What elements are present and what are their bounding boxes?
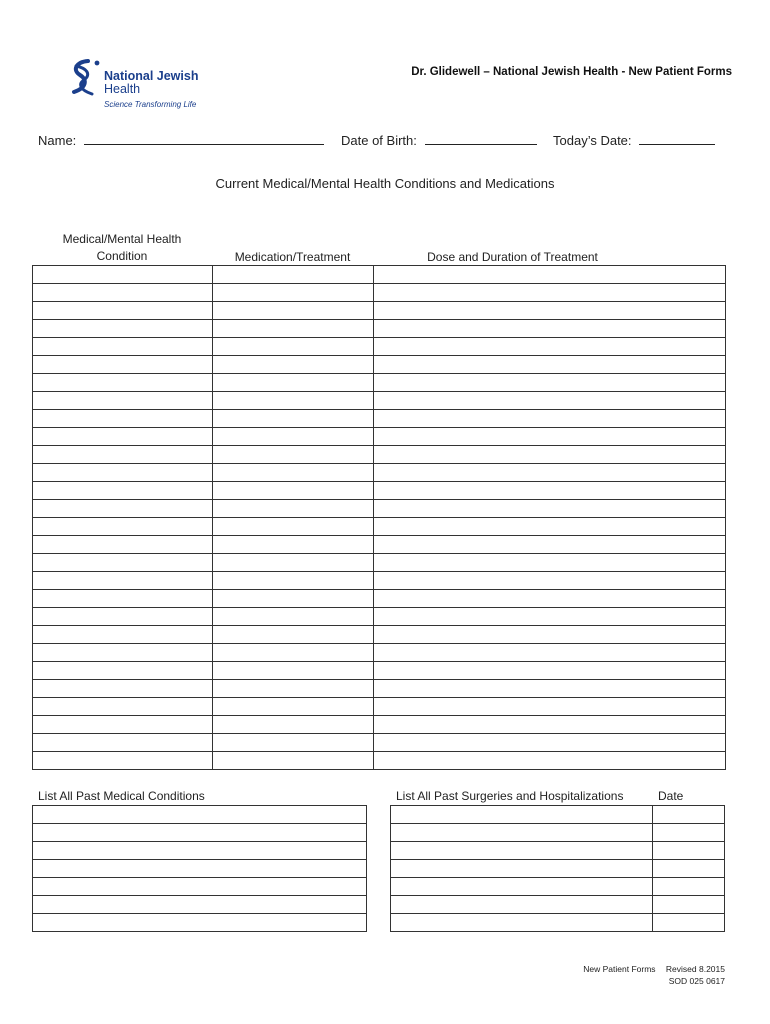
- past-surgery-row: [391, 914, 725, 932]
- medication-cell[interactable]: [33, 338, 213, 356]
- medication-cell[interactable]: [33, 680, 213, 698]
- medication-cell[interactable]: [33, 284, 213, 302]
- medication-cell[interactable]: [374, 680, 726, 698]
- medication-cell[interactable]: [33, 266, 213, 284]
- medication-row: [33, 500, 726, 518]
- past-surgery-row: [391, 806, 725, 824]
- medication-cell[interactable]: [374, 608, 726, 626]
- medication-cell[interactable]: [33, 716, 213, 734]
- medication-cell[interactable]: [33, 518, 213, 536]
- medication-row: [33, 446, 726, 464]
- medication-cell[interactable]: [213, 302, 374, 320]
- medication-cell[interactable]: [374, 446, 726, 464]
- medication-cell[interactable]: [213, 392, 374, 410]
- col-condition-header-line1: Medical/Mental Health: [62, 232, 182, 246]
- medication-cell[interactable]: [33, 356, 213, 374]
- medication-cell[interactable]: [213, 482, 374, 500]
- medication-cell[interactable]: [374, 752, 726, 770]
- medication-row: [33, 374, 726, 392]
- past-surgery-cell[interactable]: [653, 896, 725, 914]
- medication-cell[interactable]: [374, 392, 726, 410]
- past-surgery-cell[interactable]: [653, 806, 725, 824]
- medication-cell[interactable]: [33, 608, 213, 626]
- medication-cell[interactable]: [33, 392, 213, 410]
- medication-row: [33, 464, 726, 482]
- medication-cell[interactable]: [374, 518, 726, 536]
- medication-cell[interactable]: [213, 608, 374, 626]
- medication-cell[interactable]: [33, 626, 213, 644]
- medication-cell[interactable]: [213, 590, 374, 608]
- medication-cell[interactable]: [33, 464, 213, 482]
- past-condition-row: [33, 896, 367, 914]
- medication-cell[interactable]: [374, 554, 726, 572]
- medication-cell[interactable]: [374, 716, 726, 734]
- medication-cell[interactable]: [213, 320, 374, 338]
- medication-cell[interactable]: [213, 626, 374, 644]
- medication-cell[interactable]: [33, 662, 213, 680]
- medication-row: [33, 644, 726, 662]
- footer: [583, 964, 725, 986]
- medication-cell[interactable]: [213, 356, 374, 374]
- medication-cell[interactable]: [374, 284, 726, 302]
- logo: [66, 58, 226, 114]
- logo-tagline: Science Transforming Life: [104, 100, 197, 109]
- medication-row: [33, 716, 726, 734]
- medication-cell[interactable]: [213, 518, 374, 536]
- past-surgery-cell[interactable]: [391, 806, 653, 824]
- past-condition-row: [33, 914, 367, 932]
- surgery-date-label: Date: [658, 789, 684, 803]
- medication-cell[interactable]: [33, 320, 213, 338]
- medication-cell[interactable]: [374, 500, 726, 518]
- past-condition-cell[interactable]: [33, 896, 367, 914]
- medication-cell[interactable]: [213, 662, 374, 680]
- past-surgery-cell[interactable]: [391, 860, 653, 878]
- past-conditions-label: List All Past Medical Conditions: [38, 789, 205, 803]
- medication-row: [33, 284, 726, 302]
- medication-cell[interactable]: [213, 266, 374, 284]
- medication-row: [33, 554, 726, 572]
- footer-code: SOD 025 0617: [668, 976, 725, 986]
- medication-row: [33, 392, 726, 410]
- medication-cell[interactable]: [33, 536, 213, 554]
- medication-cell[interactable]: [374, 464, 726, 482]
- today-label: Today’s Date:: [553, 133, 632, 148]
- medication-row: [33, 662, 726, 680]
- past-surgery-cell[interactable]: [653, 914, 725, 932]
- past-surgery-row: [391, 896, 725, 914]
- medication-cell[interactable]: [374, 536, 726, 554]
- past-surgery-cell[interactable]: [653, 860, 725, 878]
- medication-cell[interactable]: [33, 302, 213, 320]
- medication-table: [32, 265, 726, 770]
- medication-row: [33, 608, 726, 626]
- past-surgery-cell[interactable]: [391, 896, 653, 914]
- medication-row: [33, 518, 726, 536]
- medication-cell[interactable]: [374, 590, 726, 608]
- medication-cell[interactable]: [374, 734, 726, 752]
- medication-cell[interactable]: [213, 446, 374, 464]
- dob-label: Date of Birth:: [341, 133, 417, 148]
- medication-cell[interactable]: [213, 554, 374, 572]
- past-condition-row: [33, 878, 367, 896]
- medication-row: [33, 590, 726, 608]
- past-condition-cell[interactable]: [33, 878, 367, 896]
- medication-cell[interactable]: [213, 734, 374, 752]
- past-surgery-cell[interactable]: [653, 842, 725, 860]
- medication-row: [33, 572, 726, 590]
- medication-cell[interactable]: [213, 284, 374, 302]
- name-label: Name:: [38, 133, 77, 148]
- medication-cell[interactable]: [33, 500, 213, 518]
- medication-row: [33, 752, 726, 770]
- medication-cell[interactable]: [213, 698, 374, 716]
- past-surgery-row: [391, 824, 725, 842]
- past-condition-row: [33, 842, 367, 860]
- medication-row: [33, 338, 726, 356]
- past-condition-cell[interactable]: [33, 806, 367, 824]
- medication-row: [33, 266, 726, 284]
- medication-cell[interactable]: [33, 590, 213, 608]
- past-surgery-cell[interactable]: [391, 914, 653, 932]
- medication-cell[interactable]: [374, 698, 726, 716]
- medication-cell[interactable]: [33, 428, 213, 446]
- medication-cell[interactable]: [213, 338, 374, 356]
- medication-row: [33, 320, 726, 338]
- medication-cell[interactable]: [374, 266, 726, 284]
- past-surgeries-table: [390, 805, 725, 932]
- past-condition-row: [33, 860, 367, 878]
- medication-cell[interactable]: [374, 410, 726, 428]
- medication-cell[interactable]: [374, 482, 726, 500]
- logo-helix-icon: [66, 58, 102, 98]
- past-condition-row: [33, 824, 367, 842]
- medication-row: [33, 302, 726, 320]
- medication-row: [33, 410, 726, 428]
- medication-cell[interactable]: [33, 374, 213, 392]
- medication-row: [33, 356, 726, 374]
- past-surgery-cell[interactable]: [391, 824, 653, 842]
- past-surgery-cell[interactable]: [653, 878, 725, 896]
- medication-row: [33, 626, 726, 644]
- col-condition-header: [32, 231, 212, 265]
- name-field: [38, 132, 324, 148]
- past-condition-cell[interactable]: [33, 914, 367, 932]
- medication-cell[interactable]: [374, 302, 726, 320]
- medication-row: [33, 428, 726, 446]
- past-surgeries-label: List All Past Surgeries and Hospitalizations: [396, 789, 624, 803]
- past-conditions-table: [32, 805, 367, 932]
- dob-input-line[interactable]: [425, 132, 537, 145]
- section-title: Current Medical/Mental Health Conditions and Medications: [215, 176, 555, 191]
- past-surgery-row: [391, 842, 725, 860]
- medication-cell[interactable]: [33, 572, 213, 590]
- past-condition-cell[interactable]: [33, 824, 367, 842]
- medication-cell[interactable]: [213, 572, 374, 590]
- medication-cell[interactable]: [213, 410, 374, 428]
- medication-cell[interactable]: [33, 752, 213, 770]
- past-surgery-row: [391, 878, 725, 896]
- medication-cell[interactable]: [33, 482, 213, 500]
- medication-cell[interactable]: [374, 356, 726, 374]
- medication-cell[interactable]: [374, 338, 726, 356]
- dob-field: [341, 132, 537, 148]
- past-condition-row: [33, 806, 367, 824]
- past-surgery-cell[interactable]: [391, 842, 653, 860]
- past-surgery-cell[interactable]: [391, 878, 653, 896]
- medication-cell[interactable]: [374, 428, 726, 446]
- today-input-line[interactable]: [639, 132, 715, 145]
- medication-cell[interactable]: [213, 680, 374, 698]
- medication-cell[interactable]: [33, 410, 213, 428]
- footer-revised: Revised 8.2015: [665, 964, 725, 974]
- medication-cell[interactable]: [374, 374, 726, 392]
- medication-cell[interactable]: [33, 446, 213, 464]
- medication-cell[interactable]: [213, 500, 374, 518]
- medication-cell[interactable]: [213, 752, 374, 770]
- col-dose-header: Dose and Duration of Treatment: [427, 250, 598, 264]
- medication-cell[interactable]: [374, 320, 726, 338]
- logo-name-line2: Health: [104, 82, 141, 96]
- medication-row: [33, 698, 726, 716]
- page-title: Dr. Glidewell – National Jewish Health - New Patient Forms: [411, 66, 732, 78]
- footer-form-name: New Patient Forms: [583, 964, 656, 974]
- medication-cell[interactable]: [213, 644, 374, 662]
- medication-row: [33, 680, 726, 698]
- today-field: [553, 132, 715, 148]
- past-condition-cell[interactable]: [33, 860, 367, 878]
- medication-cell[interactable]: [33, 644, 213, 662]
- medication-row: [33, 536, 726, 554]
- medication-cell[interactable]: [213, 536, 374, 554]
- medication-cell[interactable]: [374, 626, 726, 644]
- col-medication-header: Medication/Treatment: [234, 250, 351, 264]
- medication-cell[interactable]: [374, 644, 726, 662]
- past-surgery-row: [391, 860, 725, 878]
- name-input-line[interactable]: [84, 132, 324, 145]
- logo-name-line1: National Jewish: [104, 69, 199, 83]
- medication-row: [33, 734, 726, 752]
- col-condition-header-line2: Condition: [96, 249, 148, 263]
- past-condition-cell[interactable]: [33, 842, 367, 860]
- past-surgery-cell[interactable]: [653, 824, 725, 842]
- medication-cell[interactable]: [33, 698, 213, 716]
- medication-cell[interactable]: [33, 734, 213, 752]
- medication-row: [33, 482, 726, 500]
- medication-cell[interactable]: [213, 374, 374, 392]
- medication-cell[interactable]: [374, 572, 726, 590]
- medication-cell[interactable]: [374, 662, 726, 680]
- medication-cell[interactable]: [33, 554, 213, 572]
- medication-cell[interactable]: [213, 464, 374, 482]
- medication-cell[interactable]: [213, 716, 374, 734]
- medication-cell[interactable]: [213, 428, 374, 446]
